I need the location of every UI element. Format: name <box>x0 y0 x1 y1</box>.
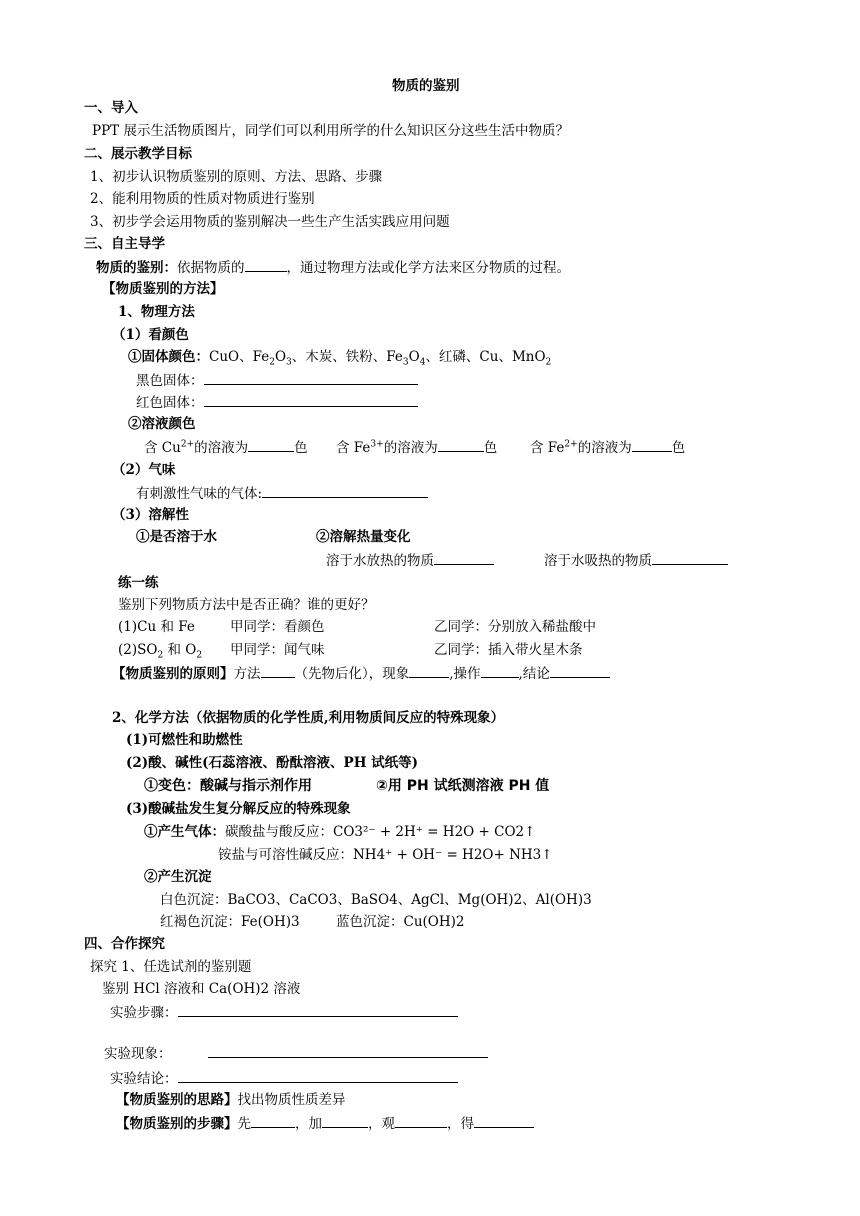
fill-blank[interactable] <box>208 1044 488 1058</box>
fill-blank[interactable] <box>248 438 294 452</box>
fill-blank[interactable] <box>245 258 287 272</box>
fill-blank[interactable] <box>395 1114 447 1128</box>
blue-precipitate: 蓝色沉淀：Cu(OH)2 <box>336 914 465 930</box>
chemical-method-title: 2、化学方法（依据物质的化学性质,利用物质间反应的特殊现象） <box>112 710 505 726</box>
experiment-steps-line: 实验步骤： <box>110 1003 458 1022</box>
fill-blank[interactable] <box>261 664 295 678</box>
fill-blank[interactable] <box>438 438 484 452</box>
solubility-a: ①是否溶于水 <box>136 529 217 545</box>
fill-blank[interactable] <box>204 393 418 407</box>
precipitate-title: ②产生沉淀 <box>144 869 212 885</box>
fe3-solution-line: 含 $Fe^{3+}$的溶液为 色 <box>336 439 498 456</box>
goal-item: 3、初步学会运用物质的鉴别解决一些生产生活实践应用问题 <box>90 214 450 230</box>
fill-blank[interactable] <box>178 1003 458 1017</box>
idea-line: 【物质鉴别的思路】找出物质性质差异 <box>116 1092 346 1108</box>
fill-blank[interactable] <box>481 664 519 678</box>
practice-1-student-a: 甲同学：看颜色 <box>230 619 325 635</box>
color-title: （1）看颜色 <box>112 327 189 343</box>
section-heading-goals: 二、展示教学目标 <box>84 146 192 162</box>
steps-line: 【物质鉴别的步骤】先 ，加 ，观 ，得 <box>116 1114 534 1133</box>
section-heading-intro: 一、导入 <box>84 100 138 116</box>
practice-1-student-b: 乙同学：分别放入稀盐酸中 <box>434 619 596 635</box>
fill-blank[interactable] <box>632 438 672 452</box>
principle-line: 【物质鉴别的原则】方法 （先物后化），现象 ,操作 ,结论 <box>112 664 610 683</box>
intro-text: PPT 展示生活物质图片，同学们可以利用所学的什么知识区分这些生活中物质？ <box>92 123 569 139</box>
solubility-title: （3）溶解性 <box>112 507 189 523</box>
page-title: 物质的鉴别 <box>392 78 460 94</box>
chem-item-2: (2)酸、碱性(石蕊溶液、酚酞溶液、PH 试纸等) <box>126 755 419 771</box>
solid-color-line: ①固体颜色：CuO、$Fe_2O_3$、木炭、铁粉、$Fe_3O_4$、红磷、Cu、MnO$_2$ <box>128 349 552 368</box>
practice-2-student-b: 乙同学：插入带火星木条 <box>434 642 583 658</box>
practice-pair-2: $(2)SO_2$ 和 $O_2$ <box>118 642 203 661</box>
fe2-solution-line: 含 $Fe^{2+}$的溶液为 色 <box>530 439 686 456</box>
section-heading-self-study: 三、自主导学 <box>84 236 165 252</box>
smell-line: 有刺激性气味的气体: <box>136 484 428 503</box>
experiment-phenomena-line: 实验现象： <box>104 1044 488 1063</box>
practice-title: 练一练 <box>118 575 159 591</box>
fill-blank[interactable] <box>262 484 428 498</box>
fill-blank[interactable] <box>251 1114 295 1128</box>
definition-label: 物质的鉴别： <box>96 260 177 276</box>
fill-blank[interactable] <box>204 371 418 385</box>
gas-line-1: ①产生气体：碳酸盐与酸反应：CO3²⁻ + 2H⁺ = H2O + CO2↑ <box>144 824 536 840</box>
solution-color-title: ②溶液颜色 <box>128 416 196 432</box>
physical-method-title: 1、物理方法 <box>118 304 195 320</box>
solubility-b: ②溶解热量变化 <box>316 529 411 545</box>
explore-task: 鉴别 HCl 溶液和 Ca(OH)2 溶液 <box>102 981 301 997</box>
red-solid-line: 红色固体： <box>136 393 418 412</box>
practice-pair-1: (1)Cu 和 Fe <box>118 619 195 635</box>
white-precipitate: 白色沉淀：BaCO3、CaCO3、BaSO4、AgCl、Mg(OH)2、Al(OH)3 <box>160 892 592 908</box>
goal-item: 1、初步认识物质鉴别的原则、方法、思路、步骤 <box>90 169 383 185</box>
fill-blank[interactable] <box>474 1114 534 1128</box>
fill-blank[interactable] <box>652 551 728 565</box>
goal-item: 2、能利用物质的性质对物质进行鉴别 <box>90 191 315 207</box>
chem-item-1: (1)可燃性和助燃性 <box>126 732 243 748</box>
heat-release-line: 溶于水放热的物质 <box>326 551 494 570</box>
practice-question: 鉴别下列物质方法中是否正确？谁的更好？ <box>118 597 375 613</box>
section-heading-explore: 四、合作探究 <box>84 936 165 952</box>
black-solid-line: 黑色固体： <box>136 371 418 390</box>
cu-solution-line: 含 $Cu^{2+}$的溶液为 色 <box>144 439 308 456</box>
chem-item-2a: ①变色：酸碱与指示剂作用 <box>144 778 312 794</box>
chem-item-2b: ②用 PH 试纸测溶液 PH 值 <box>376 778 550 794</box>
red-brown-precipitate: 红褐色沉淀：Fe(OH)3 <box>160 914 300 930</box>
methods-title: 【物质鉴别的方法】 <box>102 281 224 297</box>
definition-line: 物质的鉴别：依据物质的 ，通过物理方法或化学方法来区分物质的过程。 <box>96 260 570 276</box>
fill-blank[interactable] <box>178 1069 458 1083</box>
heat-absorb-line: 溶于水吸热的物质 <box>544 551 728 570</box>
fill-blank[interactable] <box>409 664 449 678</box>
experiment-conclusion-line: 实验结论： <box>110 1069 458 1088</box>
explore-title: 探究 1、任选试剂的鉴别题 <box>90 959 252 975</box>
fill-blank[interactable] <box>550 664 610 678</box>
chem-item-3: (3)酸碱盐发生复分解反应的特殊现象 <box>126 801 351 817</box>
fill-blank[interactable] <box>434 551 494 565</box>
smell-title: （2）气味 <box>112 462 176 478</box>
practice-2-student-a: 甲同学：闻气味 <box>230 642 325 658</box>
fill-blank[interactable] <box>322 1114 368 1128</box>
gas-line-2: 铵盐与可溶性碱反应：NH4⁺ + OH⁻ = H2O+ NH3↑ <box>218 847 553 863</box>
